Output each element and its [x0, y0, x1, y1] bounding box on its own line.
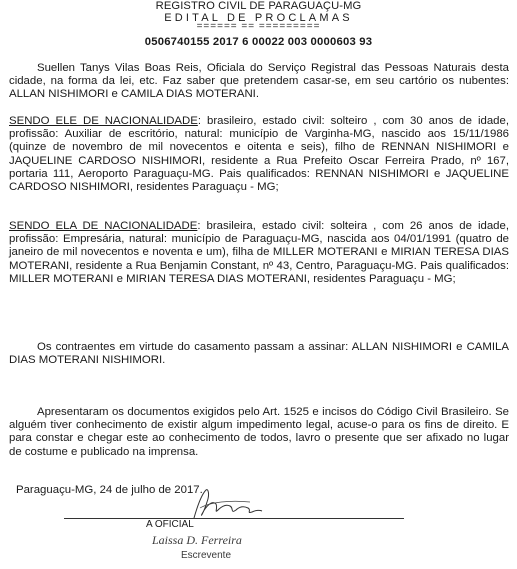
groom-paragraph [9, 115, 509, 194]
stamp-name: Laissa D. Ferreira [152, 533, 242, 547]
names-paragraph: Os contraentes em virtude do casamento passam a assinar: ALLAN NISHIMORI e CAMILA DIAS MOTERANI NISHIMORI. [9, 341, 509, 367]
registry-number: 0506740155 2017 6 00022 003 0000603 93 [144, 36, 373, 48]
title-underline-rule: ====== == ========= [196, 21, 321, 32]
groom-text: : brasileiro, estado civil: solteiro , com 30 anos de idade, profissão: Auxiliar de escritório, natural: município de Varginha-MG, nascido aos 15/11/1986 (quinze de novembro de mil novecentos e oitenta e seis), filho de RENNAN NISHIMORI e JAQUELINE CARDOSO NISHIMORI, residente a Rua Prefeito Oscar Ferreira Prado, nº 167, portaria 111, Aeroporto Paraguaçu-MG. Pais qualificados: RENNAN NISHIMORI e JAQUELINE CARDOSO NISHIMORI, residentes Paraguaçu - MG; [9, 115, 509, 194]
groom-heading: SENDO ELE DE NACIONALIDADE [9, 115, 198, 127]
bride-heading: SENDO ELA DE NACIONALIDADE [9, 220, 198, 232]
bride-paragraph [9, 220, 509, 286]
bride-text: : brasileira, estado civil: solteira , com 26 anos de idade, profissão: Empresária, natural: município de Paraguaçu-MG, nascida aos 04/01/1991 (quatro de janeiro de mil novecentos e noventa e um), filha de MILLER MOTERANI e MIRIAN TERESA DIAS MOTERANI, residente a Rua Benjamin Constant, nº 43, Centro, Paraguaçu-MG. Pais qualificados: MILLER MOTERANI e MIRIAN TERESA DIAS MOTERANI, residentes Paraguaçu - MG; [9, 220, 509, 285]
signature-label: A OFICIAL [146, 519, 194, 530]
documents-paragraph: Apresentaram os documentos exigidos pelo Art. 1525 e incisos do Código Civil Brasileiro. Se alguém tiver conhecimento de existir algum impedimento legal, acuse-o para os fins de direito. E para constar e chegar este ao conhecimento de todos, lavro o presente que ser afixado no lugar de costume e publicado na imprensa. [9, 406, 509, 458]
registry-title: REGISTRO CIVIL DE PARAGUAÇU-MG [155, 0, 362, 12]
date-line: Paraguaçu-MG, 24 de julho de 2017. [16, 484, 203, 496]
stamp-role: Escrevente [181, 550, 232, 561]
edital-title: EDITAL DE PROCLAMAS [164, 12, 353, 24]
intro-paragraph: Suellen Tanys Vilas Boas Reis, Oficiala do Serviço Registral das Pessoas Naturais desta cidade, na forma da lei, etc. Faz saber que pretendem casar-se, em seu cartório os nubentes: ALLAN NISHIMORI e CAMILA DIAS MOTERANI. [9, 62, 509, 101]
signature-line [64, 518, 404, 519]
